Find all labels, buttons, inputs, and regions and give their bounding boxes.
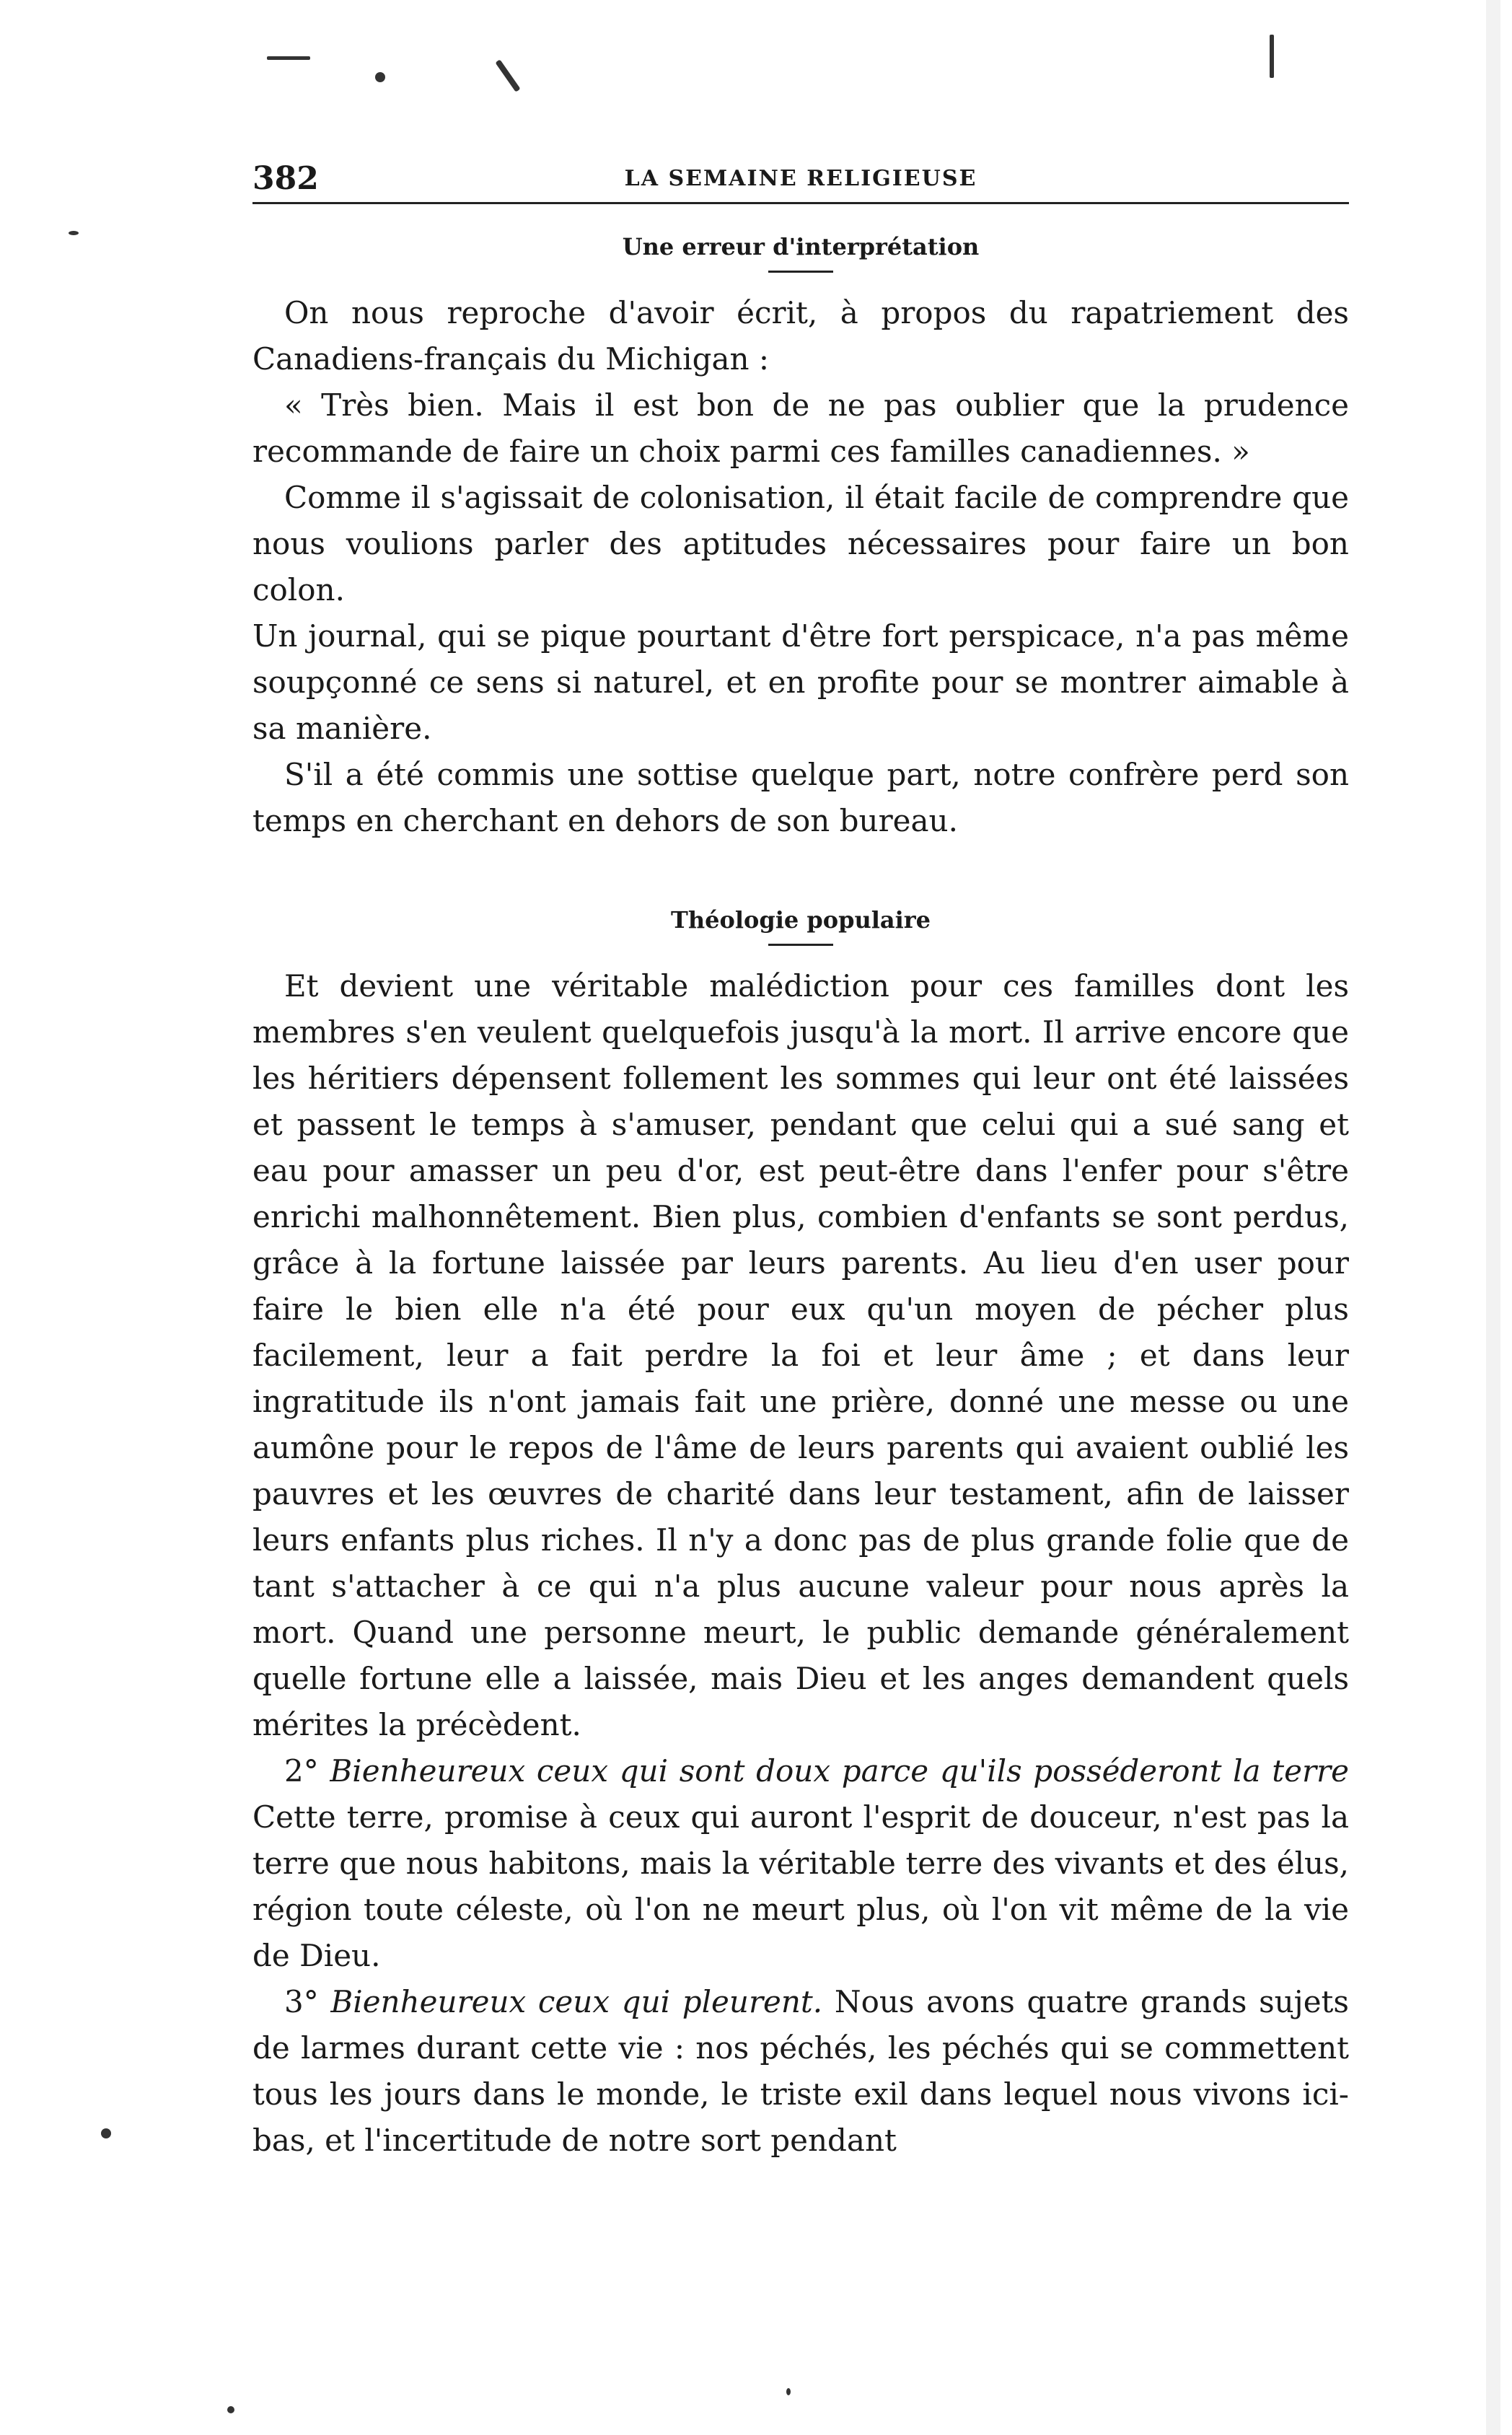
paragraph: « Très bien. Mais il est bon de ne pas oublier que la prudence recommande de faire un choix parmi ces familles canadiennes. » (252, 387, 1349, 469)
section-title-theologie: Théologie populaire (671, 906, 931, 934)
title-rule (768, 944, 833, 946)
book-page (252, 144, 1349, 2164)
paragraph-text: Cette terre, promise à ceux qui auront l'esprit de douceur, n'est pas la terre que nous habitons, mais la véritable terre des vivants et des élus, région toute céleste, où l'on ne meurt plus, où l'on vit même de la vie de Dieu. (252, 1799, 1349, 1973)
paragraph: Un journal, qui se pique pourtant d'être fort perspicace, n'a pas même soupçonné ce sens si naturel, et en profite pour se montrer aimable à sa manière. (252, 618, 1349, 746)
running-header (252, 144, 1349, 204)
beatitude-heading: Bienheureux ceux qui pleurent. (330, 1984, 823, 2019)
paragraph-text: Nous avons quatre grands sujets de larmes durant cette vie : nos péchés, les péchés qui se commettent tous les jours dans le monde, le triste exil dans lequel nous vivons ici-bas, et l'incertitude de notre sort pendant (252, 1984, 1349, 2158)
page-number: 382 (252, 160, 319, 197)
paragraph: Et devient une véritable malédiction pour ces familles dont les membres s'en veulent quelquefois jusqu'à la mort. Il arrive encore que les héritiers dépensent follement les sommes qui leur ont été laissées et passent le temps à s'amuser, pendant que celui qui a sué sang et eau pour amasser un peu d'or, est peut-être dans l'enfer pour s'être enrichi malhonnêtement. Bien plus, combien d'enfants se sont perdus, grâce à la fortune laissée par leurs parents. Au lieu d'en user pour faire le bien elle n'a été pour eux qu'un moyen de pécher plus facilement, leur a fait perdre la foi et leur âme ; et dans leur ingratitude ils n'ont jamais fait une prière, donné une messe ou une aumône pour le repos de l'âme de leurs parents qui avaient oublié les pauvres et les œuvres de charité dans leur testament, afin de laisser leurs enfants plus riches. Il n'y a donc pas de plus grande folie que de tant s'attacher à ce qui n'a plus aucune valeur pour nous après la mort. Quand une personne meurt, le public demande généralement quelle fortune elle a laissée, mais Dieu et les anges demandent quels mérites la précèdent. (252, 968, 1349, 1742)
item-number: 2° (284, 1753, 319, 1789)
beatitude-heading: Bienheureux ceux qui sont doux parce qu'ils posséderont la terre (330, 1753, 1349, 1789)
item-number: 3° (284, 1984, 319, 2019)
numbered-paragraph-2 (252, 1748, 1349, 1979)
numbered-paragraph-3 (252, 1979, 1349, 2164)
running-title: LA SEMAINE RELIGIEUSE (624, 166, 977, 191)
paragraph: S'il a été commis une sottise quelque part, notre confrère perd son temps en cherchant en dehors de son bureau. (252, 757, 1349, 838)
paragraph: Comme il s'agissait de colonisation, il était facile de comprendre que nous voulions parler des aptitudes nécessaires pour faire un bon colon. (252, 480, 1349, 607)
paragraph: On nous reproche d'avoir écrit, à propos du rapatriement des Canadiens-français du Michigan : (252, 295, 1349, 377)
title-rule (768, 271, 833, 273)
section-title-erreur: Une erreur d'interprétation (622, 233, 980, 260)
